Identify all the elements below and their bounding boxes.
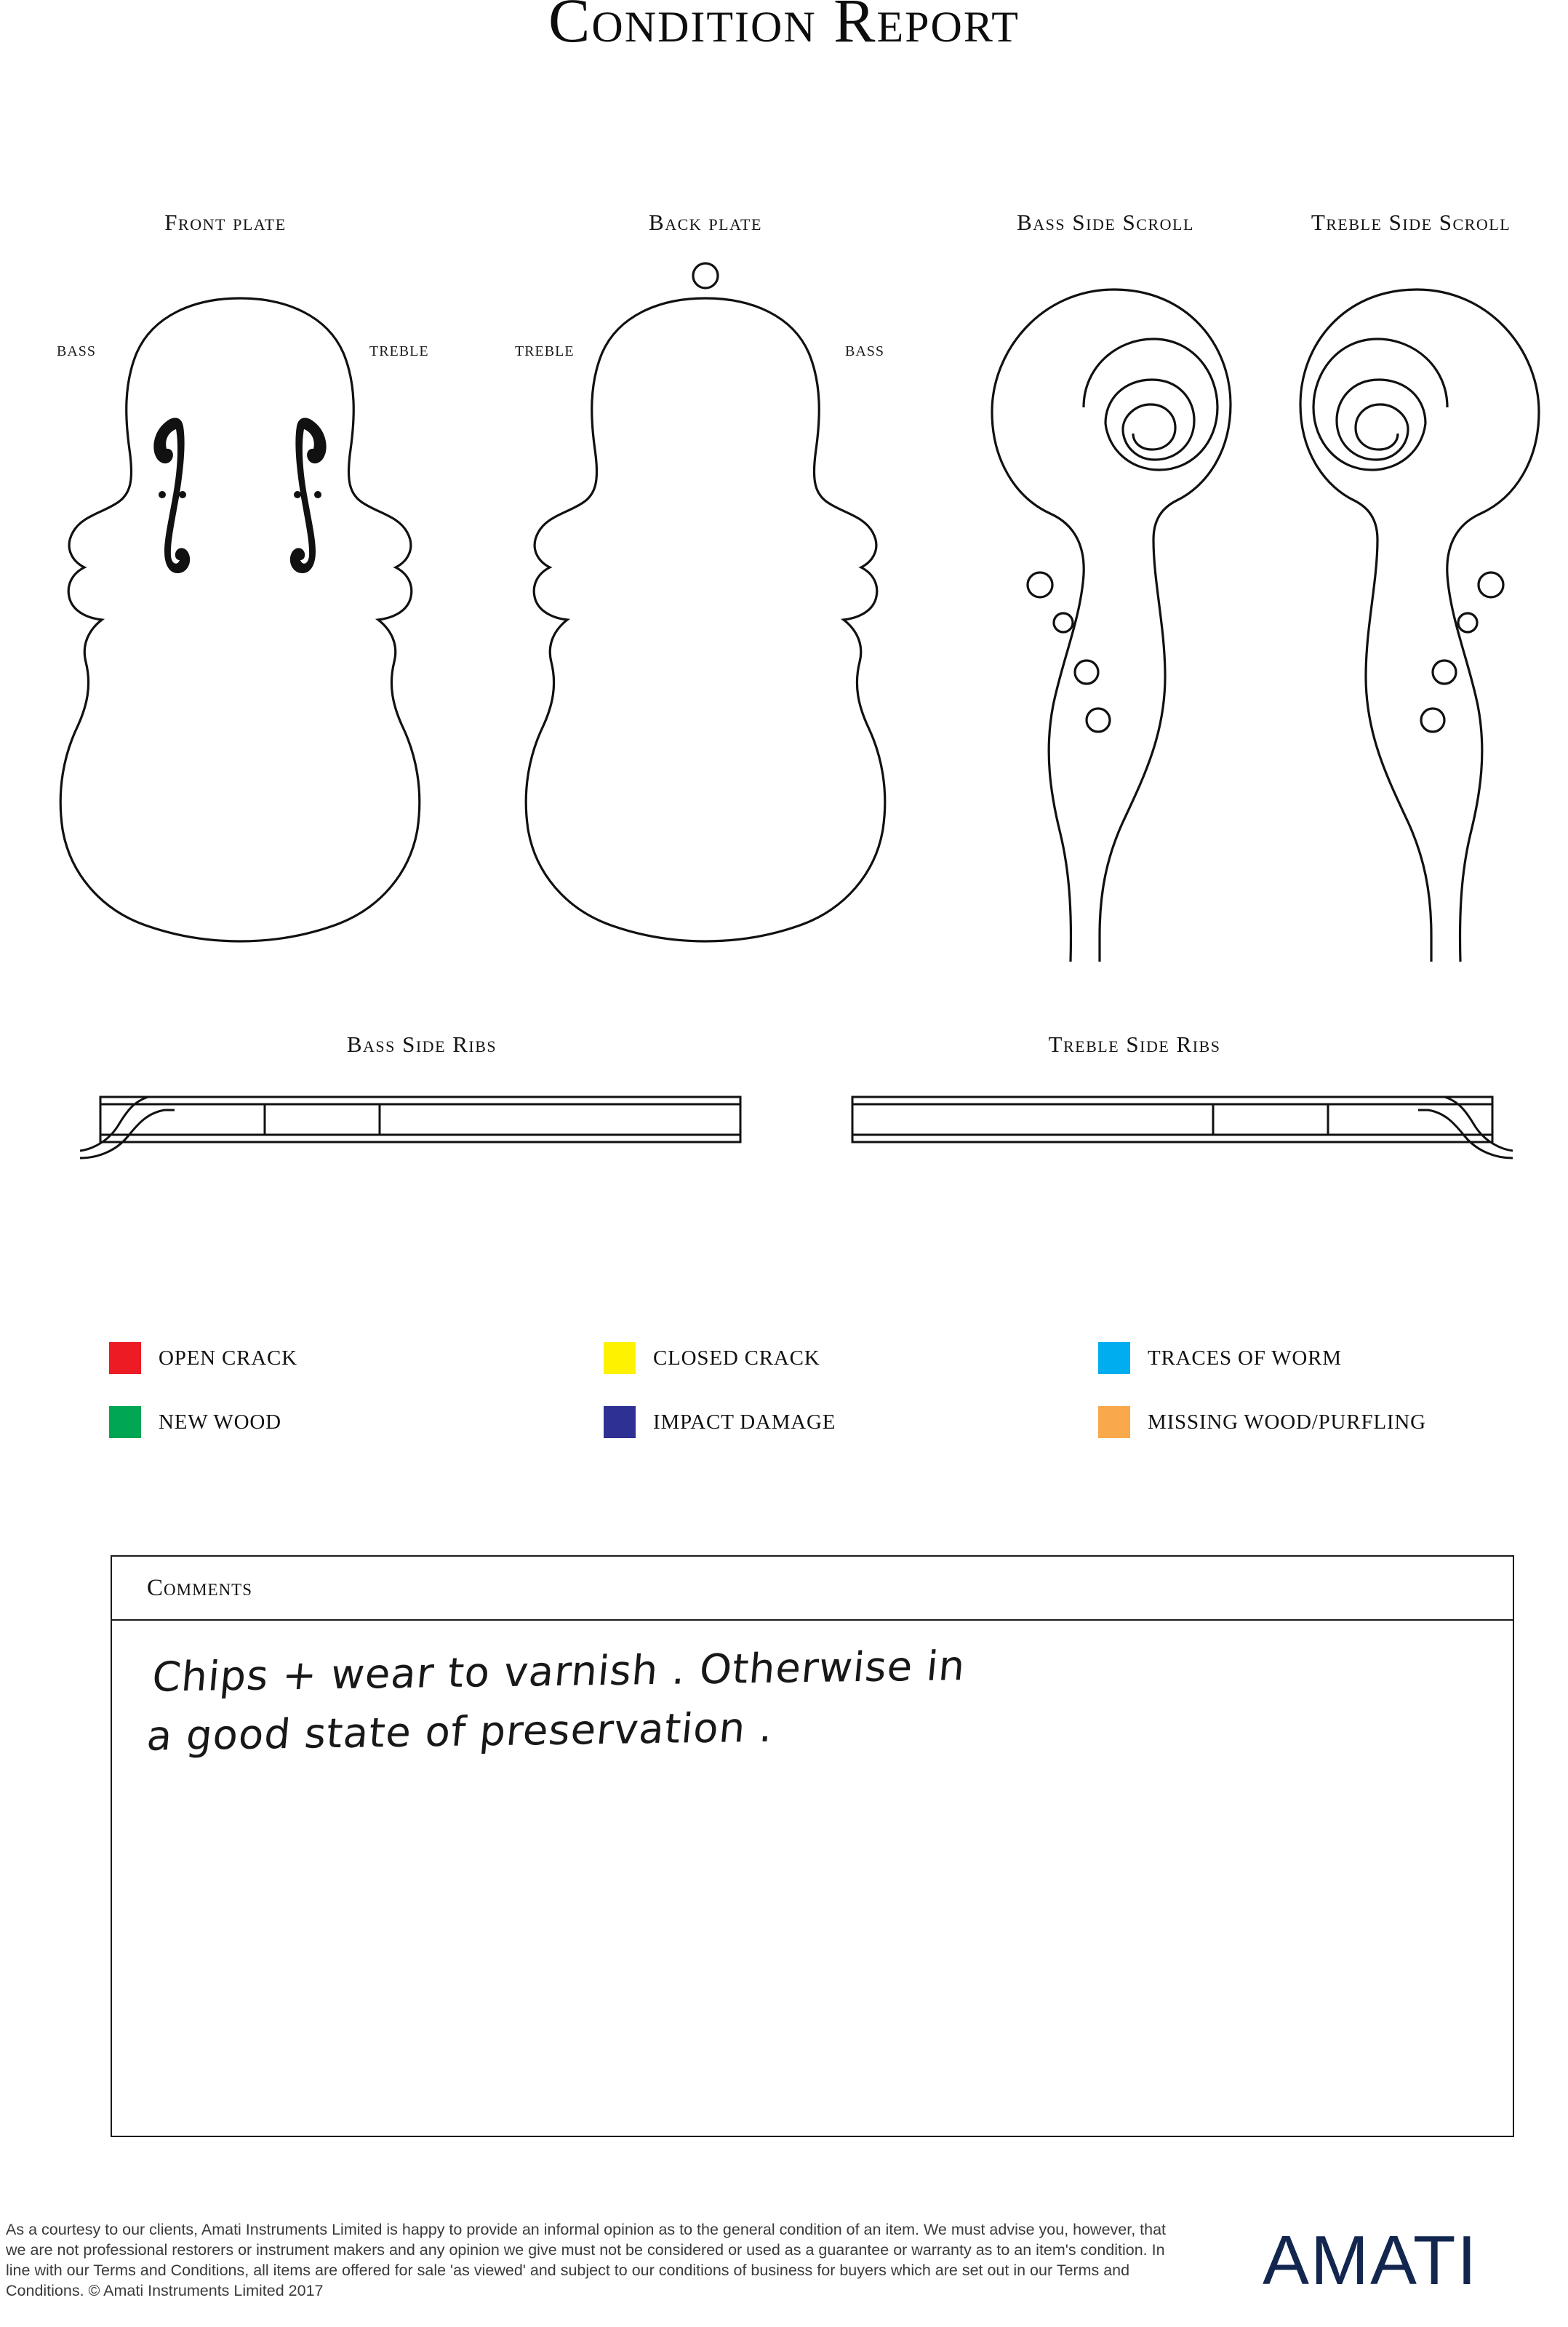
legend-item-closed-crack[interactable] [604,1342,1098,1374]
footer-disclaimer: As a courtesy to our clients, Amati Instruments Limited is happy to provide an informal opinion as to the general condition of an item. We must advise you, however, that we are not professional restorers or instrument makers and any opinion we give must not be considered or used as a guarantee or warranty as to an item's condition. In line with our Terms and Conditions, all items are offered for sale 'as viewed' and subject to our conditions of business for buyers which are set out in our Terms and Conditions. © Amati Instruments Limited 2017 [6,2221,1167,2299]
back-plate-treble-label: TREBLE [515,343,575,359]
legend-item-new-wood[interactable] [109,1406,604,1438]
front-plate-treble-label: TREBLE [369,343,429,359]
amati-logo [1263,2226,1568,2313]
treble-side-ribs-diagram[interactable] [785,1056,1520,1173]
legend-label-closed-crack: CLOSED CRACK [653,1346,820,1370]
f-hole-notches [159,491,321,498]
comments-handwritten-text: Chips + wear to varnish . Otherwise in a good state of preservation . [145,1643,968,1760]
damage-legend [109,1342,1513,1470]
caption-bass-side-scroll: Bass Side Scroll [1017,209,1194,235]
legend-label-impact-damage: IMPACT DAMAGE [653,1410,836,1434]
back-plate-diagram[interactable] [509,256,902,947]
back-plate-bass-label: BASS [845,343,885,359]
caption-treble-side-ribs: Treble Side Ribs [1048,1031,1221,1057]
legend-item-impact-damage[interactable] [604,1406,1098,1438]
bass-side-ribs-diagram[interactable] [73,1056,785,1173]
legend-label-traces-of-worm: TRACES OF WORM [1148,1346,1342,1370]
color-swatch-closed-crack [604,1342,636,1374]
front-plate-diagram[interactable] [44,276,436,946]
comments-body[interactable] [112,1621,1513,2134]
comments-header [112,1557,1513,1621]
page-title: Condition Report [548,0,1020,55]
caption-front-plate: Front plate [164,209,287,235]
legend-row [109,1342,1513,1374]
caption-treble-side-scroll: Treble Side Scroll [1311,209,1511,235]
legend-item-traces-of-worm[interactable] [1098,1342,1513,1374]
color-swatch-impact-damage [604,1406,636,1438]
color-swatch-new-wood [109,1406,141,1438]
legend-label-new-wood: NEW WOOD [159,1410,281,1434]
comments-box[interactable] [111,1555,1514,2137]
comments-header-label: Comments [147,1574,253,1601]
caption-bass-side-ribs: Bass Side Ribs [346,1031,497,1057]
legend-item-missing-wood-purfling[interactable] [1098,1406,1513,1438]
color-swatch-traces-of-worm [1098,1342,1130,1374]
amati-logo-text: AMATI [1263,2226,1479,2299]
color-swatch-missing-wood-purfling [1098,1406,1130,1438]
caption-back-plate: Back plate [649,209,762,235]
front-plate-bass-label: BASS [57,343,97,359]
bass-side-scroll-diagram[interactable] [975,269,1251,967]
legend-label-missing-wood-purfling: MISSING WOOD/PURFLING [1148,1410,1426,1434]
legend-item-open-crack[interactable] [109,1342,604,1374]
legend-label-open-crack: OPEN CRACK [159,1346,297,1370]
color-swatch-open-crack [109,1342,141,1374]
legend-row [109,1406,1513,1438]
treble-side-scroll-diagram[interactable] [1280,269,1556,967]
